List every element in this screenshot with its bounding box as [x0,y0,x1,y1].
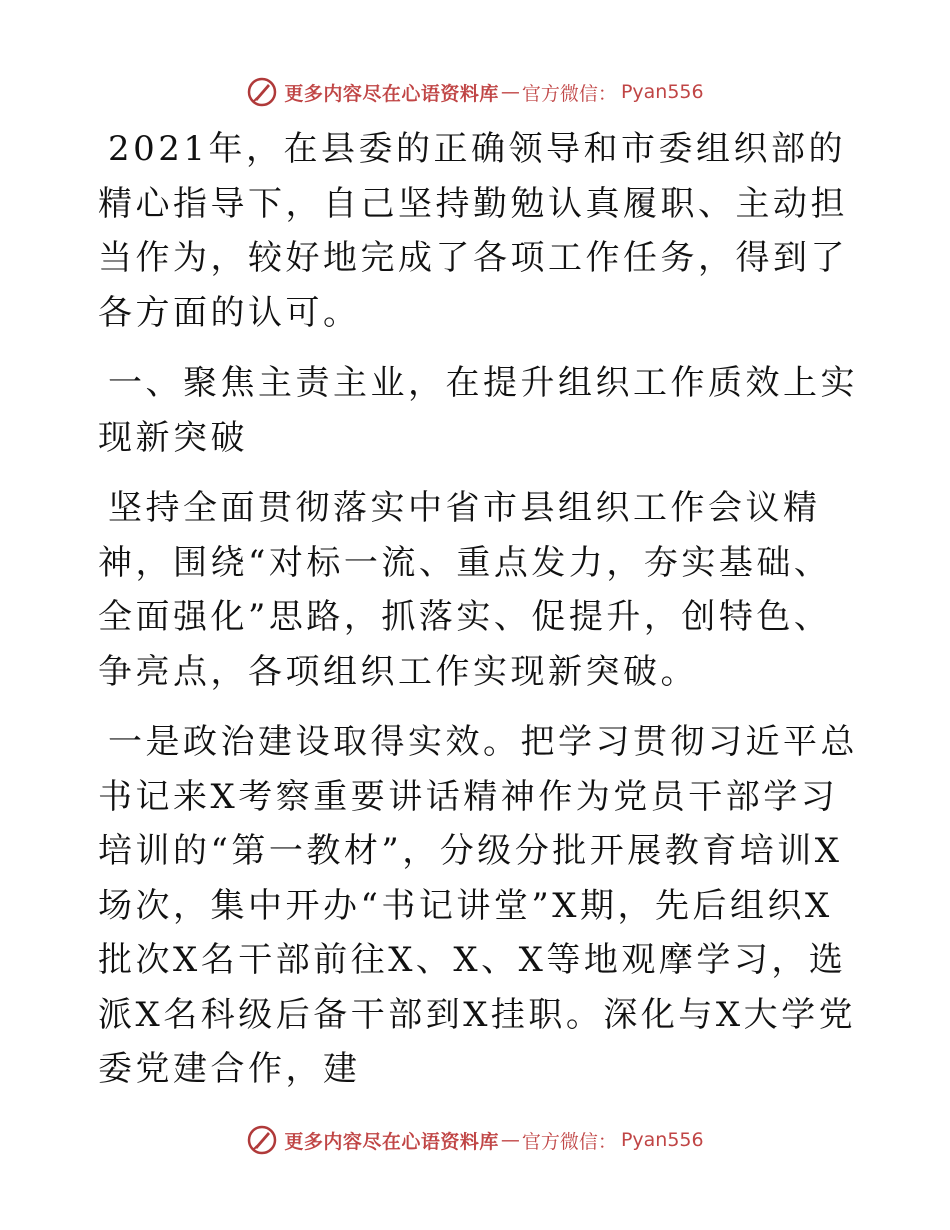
watermark-wechat-id: Pyan556 [620,81,704,103]
watermark-dash: — [500,81,520,103]
watermark-banner-top [0,72,950,112]
watermark-banner-bottom [0,1120,950,1160]
paragraph-intro: 2021年，在县委的正确领导和市委组织部的精心指导下，自己坚持勤勉认真履职、主动担当作为，较好地完成了各项工作任务，得到了各方面的认可。 [98,129,848,333]
watermark-wechat-label: 官方微信： [521,1130,617,1153]
quill-logo-icon [246,76,278,108]
section-heading-1: 一、聚焦主责主业，在提升组织工作质效上实现新突破 [98,363,858,458]
watermark-dash: — [500,1129,520,1151]
watermark-wechat-id: Pyan556 [620,1129,704,1151]
document-body [98,122,858,1113]
paragraph-political-building: 一是政治建设取得实效。把学习贯彻习近平总书记来X考察重要讲话精神作为党员干部学习培训的“第一教材”，分级分批开展教育培训X场次，集中开办“书记讲堂”X期，先后组织X批次X名干部前往X、X、X等地观摩学习，选派X名科级后备干部到X挂职。深化与X大学党委党建合作，建 [98,722,858,1089]
paragraph-section-1-overview: 坚持全面贯彻落实中省市县组织工作会议精神，围绕“对标一流、重点发力，夯实基础、全面强化”思路，抓落实、促提升，创特色、争亮点，各项组织工作实现新突破。 [98,488,832,692]
watermark-brand-text: 更多内容尽在心语资料库 [284,1130,499,1153]
watermark-wechat-label: 官方微信： [521,82,617,105]
quill-logo-icon [246,1124,278,1156]
watermark-brand-text: 更多内容尽在心语资料库 [284,82,499,105]
